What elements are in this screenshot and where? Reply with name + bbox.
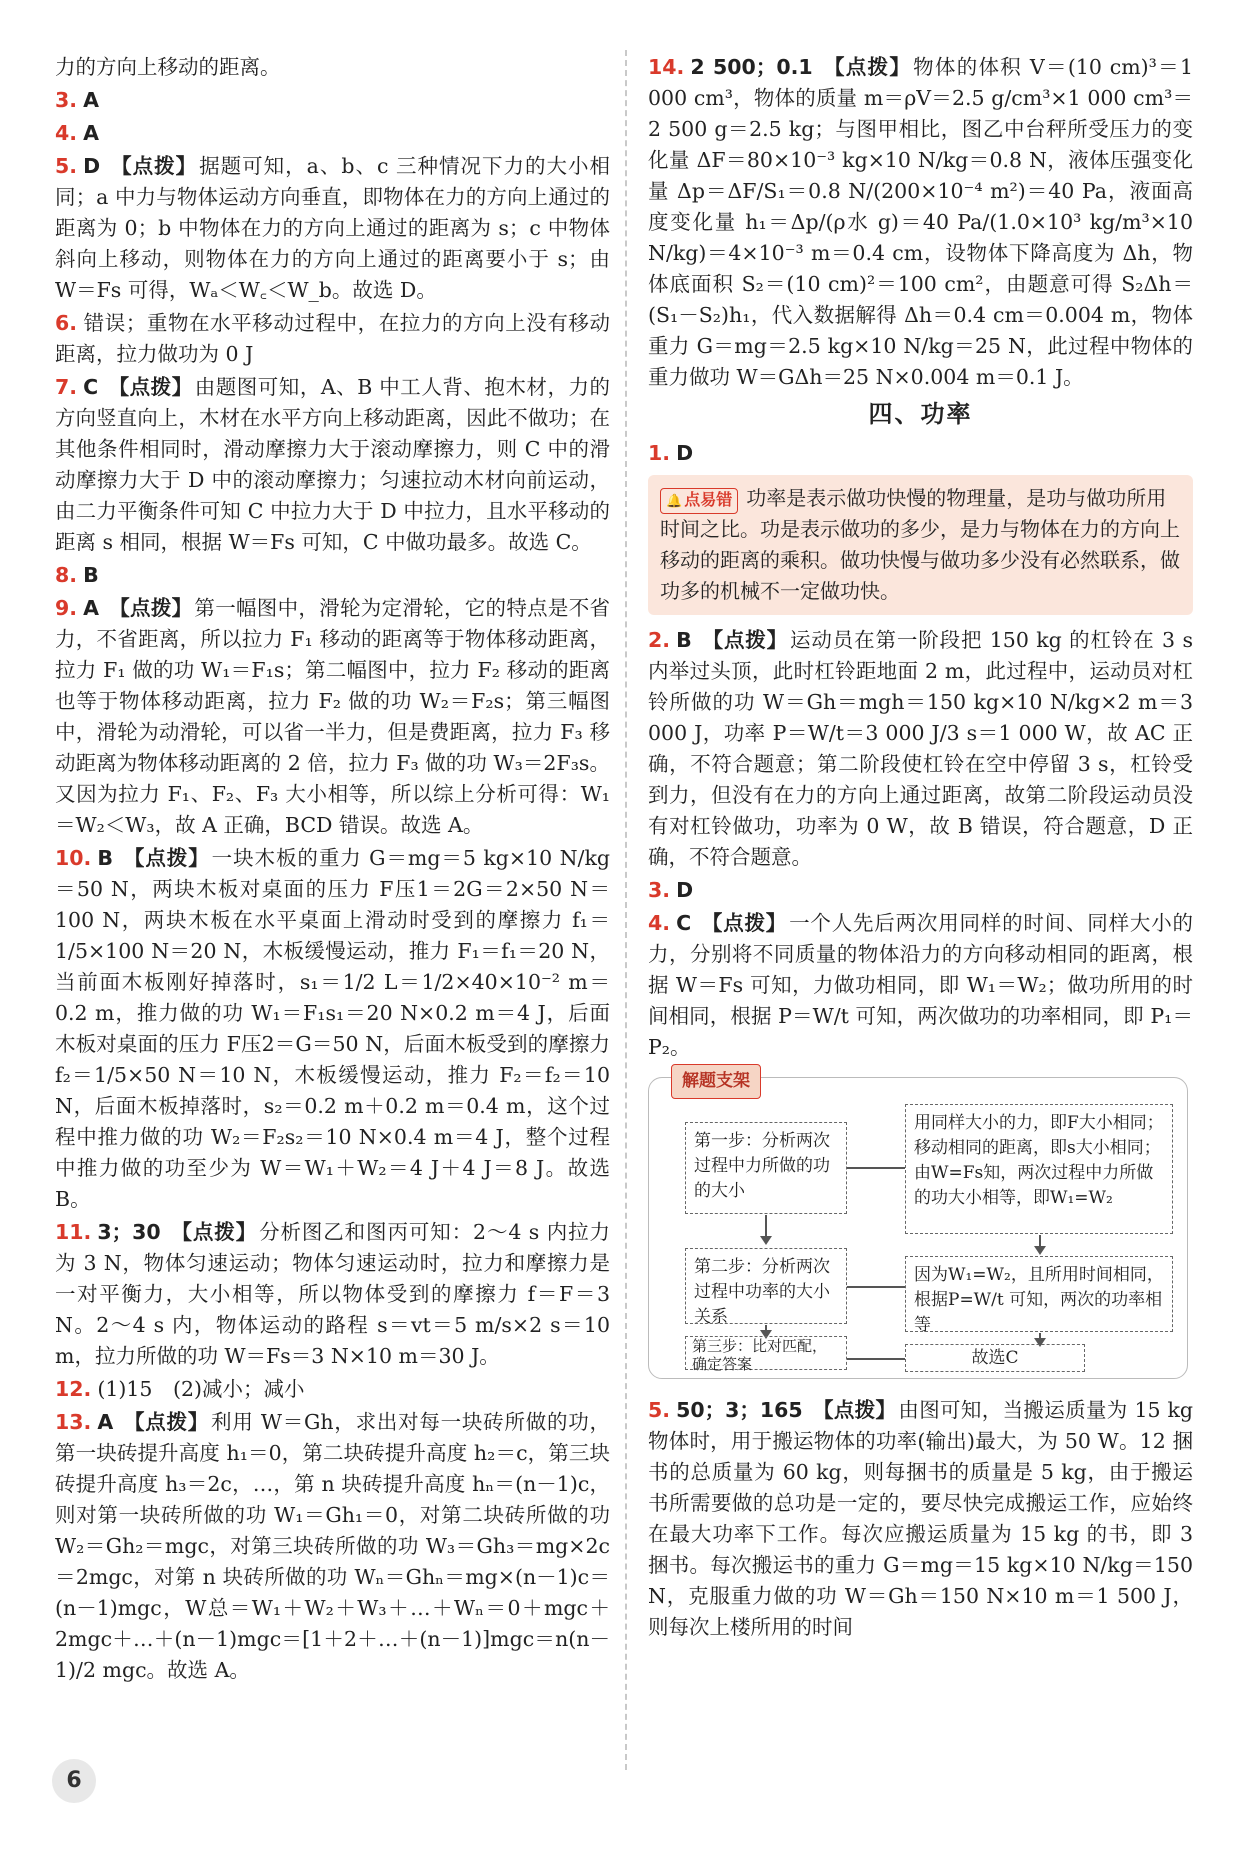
question-number: 5.: [55, 154, 78, 178]
question-number: 9.: [55, 596, 78, 620]
answer-choice: D: [83, 154, 101, 178]
question-number: 13.: [55, 1410, 92, 1434]
explanation-text: 分析图乙和图丙可知：2～4 s 内拉力为 3 N，物体匀速运动；物体匀速运动时，拉力和摩擦力是一对平衡力，大小相等，所以物体受到的摩擦力 f＝F＝3 N。2～4 s 内，物体运动的路程 s＝vt＝5 m/s×2 s＝10 m，拉力所做的功 W＝Fs＝3 N×10 m＝30 J。: [55, 1220, 611, 1368]
question-number: 14.: [648, 55, 685, 79]
flow-connector-2: [847, 1286, 905, 1288]
answer-choice: B: [676, 628, 692, 652]
question-number: 7.: [55, 375, 78, 399]
flow-connector-3: [847, 1358, 905, 1360]
question-number: 3.: [648, 878, 671, 902]
hint-tag: 【点拨】: [812, 1398, 897, 1422]
answer-item: [55, 1217, 610, 1372]
answer-item: [55, 52, 610, 83]
right-column: [648, 52, 1193, 1645]
answer-item: [55, 118, 610, 149]
flow-step-1: 第一步：分析两次过程中力所做的功的大小: [685, 1122, 847, 1214]
answer-choice: C: [676, 911, 692, 935]
hint-tag: 【点拨】: [701, 628, 789, 652]
answer-choice: A: [97, 1410, 114, 1434]
explanation-text: 错误；重物在水平移动过程中，在拉力的方向上没有移动距离，拉力做功为 0 J: [55, 311, 610, 366]
answer-choice: D: [676, 878, 694, 902]
answer-choice: 2 500；0.1: [690, 55, 813, 79]
answer-choice: A: [83, 88, 99, 112]
flow-note-2: 因为W₁=W₂，且所用时间相同，根据P=W/t 可知，两次的功率相等: [905, 1256, 1173, 1332]
explanation-text: 运动员在第一阶段把 150 kg 的杠铃在 3 s 内举过头顶，此时杠铃距地面 2 m，此过程中，运动员对杠铃所做的功 W＝Gh＝mgh＝150 kg×10 N/kg×2 m＝3 000 J，功率 P＝W/t＝3 000 J/3 s＝1 000 W，故 AC 正确，不符合题意；第二阶段使杠铃在空中停留 3 s，杠铃受到力，但没有在力的方向上通过距离，故第二阶段运动员没有对杠铃做功，功率为 0 W，故 B 错误，符合题意，D 正确，不符合题意。: [648, 628, 1193, 869]
left-column: [55, 52, 610, 1688]
flow-note-1: 用同样大小的力，即F大小相同；移动相同的距离，即s大小相同；由W=Fs知，两次过程中力所做的功大小相等，即W₁=W₂: [905, 1104, 1173, 1234]
question-number: 8.: [55, 563, 78, 587]
explanation-text: 一个人先后两次用同样的时间、同样大小的力，分别将不同质量的物体沿力的方向移动相同的距离，根据 W＝Fs 可知，力做功相同，即 W₁＝W₂；做功所用的时间相同，根据 P＝W/t 可知，两次做功的功率相同，即 P₁＝P₂。: [648, 911, 1194, 1059]
flow-note-3: 故选C: [905, 1344, 1085, 1372]
right-mid-answers: [648, 438, 1193, 469]
answer-item: [55, 593, 610, 841]
explanation-text: 第一幅图中，滑轮为定滑轮，它的特点是不省力，不省距离，所以拉力 F₁ 移动的距离等于物体移动距离，拉力 F₁ 做的功 W₁＝F₁s；第二幅图中，拉力 F₂ 移动的距离也等于物体移动距离，拉力 F₂ 做的功 W₂＝F₂s；第三幅图中，滑轮为动滑轮，可以省一半力，但是费距离，拉力 F₃ 移动距离为物体移动距离的 2 倍，拉力 F₃ 做的功 W₃＝2F₃s。又因为拉力 F₁、F₂、F₃ 大小相等，所以综上分析可得：W₁＝W₂＜W₃，故 A 正确，BCD 错误。故选 A。: [55, 596, 611, 837]
right-after-tip-answers: [648, 625, 1193, 1063]
explanation-text: (1)15 (2)减小；减小: [97, 1377, 305, 1401]
hint-tag: 【点拨】: [170, 1220, 258, 1244]
answer-item: [55, 308, 610, 370]
answer-choice: A: [83, 596, 99, 620]
column-divider: [625, 50, 627, 1770]
question-number: 3.: [55, 88, 78, 112]
answer-item: [55, 843, 610, 1215]
solution-flowchart: [648, 1071, 1188, 1379]
explanation-text: 据题可知，a、b、c 三种情况下力的大小相同；a 中力与物体运动方向垂直，即物体在力的方向上通过的距离为 0；b 中物体在力的方向上通过的距离为 s；c 中物体斜向上移动，则物体在力的方向上通过的距离要小于 s；由 W＝Fs 可得，Wₐ＜W꜀＜W_b。故选 D。: [55, 154, 611, 302]
question-number: 12.: [55, 1377, 92, 1401]
hint-tag: 【点拨】: [110, 154, 198, 178]
answer-item: [648, 625, 1193, 873]
answer-item: [648, 908, 1193, 1063]
flow-step-2: 第二步：分析两次过程中功率的大小关系: [685, 1248, 847, 1324]
question-number: 11.: [55, 1220, 92, 1244]
answer-choice: B: [97, 846, 113, 870]
right-bottom-answers: [648, 1395, 1193, 1643]
flow-arrow-4: [1039, 1333, 1041, 1339]
right-top-answers: [648, 52, 1193, 393]
answer-choice: C: [83, 375, 99, 399]
answer-item: [648, 875, 1193, 906]
answer-choice: B: [83, 563, 99, 587]
answer-item: [55, 560, 610, 591]
explanation-text: 由图可知，当搬运质量为 15 kg 物体时，用于搬运物体的功率(输出)最大，为 50 W。12 捆书的总质量为 60 kg，则每捆书的质量是 5 kg，由于搬运书所需要做的总功是一定的，要尽快完成搬运工作，应始终在最大功率下工作。每次应搬运质量为 15 kg 的书，即 3 捆书。每次搬运书的重力 G＝mg＝15 kg×10 N/kg＝150 N，克服重力做的功 W＝Gh＝150 N×10 m＝1 500 J，则每次上楼所用的时间: [648, 1398, 1193, 1639]
answer-choice: 3；30: [97, 1220, 161, 1244]
flow-arrow-2: [1039, 1235, 1041, 1247]
question-number: 1.: [648, 441, 671, 465]
answer-item: [55, 151, 610, 306]
answer-choice: A: [83, 121, 99, 145]
tip-label: 🔔 点易错: [660, 488, 738, 514]
flow-step-3: 第三步：比对匹配，确定答案: [685, 1336, 847, 1370]
answer-item: [55, 85, 610, 116]
flow-connector-1: [847, 1167, 905, 1169]
answer-item: [648, 438, 1193, 469]
hint-tag: 【点拨】: [122, 846, 210, 870]
hint-tag: 【点拨】: [822, 55, 912, 79]
answer-choice: 50；3；165: [676, 1398, 803, 1422]
explanation-text: 由题图可知，A、B 中工人背、抱木材，力的方向竖直向上，木材在水平方向上移动距离，因此不做功；在其他条件相同时，滑动摩擦力大于滚动摩擦力，则 C 中的滑动摩擦力大于 D 中的滚动摩擦力；匀速拉动木材向前运动，由二力平衡条件可知 C 中拉力大于 D 中拉力，且水平移动的距离 s 相同，根据 W＝Fs 可知，C 中做功最多。故选 C。: [55, 375, 610, 554]
answer-item: [55, 1407, 610, 1686]
hint-tag: 【点拨】: [108, 596, 193, 620]
tip-box: [648, 475, 1193, 615]
hint-tag: 【点拨】: [123, 1410, 210, 1434]
hint-tag: 【点拨】: [701, 911, 788, 935]
flowchart-label: 解题支架: [671, 1064, 761, 1099]
question-number: 2.: [648, 628, 671, 652]
answer-item: [648, 52, 1193, 393]
answer-item: [648, 1395, 1193, 1643]
hint-tag: 【点拨】: [108, 375, 193, 399]
answer-item: [55, 1374, 610, 1405]
section-title: 四、功率: [868, 400, 973, 428]
explanation-text: 一块木板的重力 G＝mg＝5 kg×10 N/kg＝50 N，两块木板对桌面的压力 F压1＝2G＝2×50 N＝100 N，两块木板在水平桌面上滑动时受到的摩擦力 f₁＝1/5×100 N＝20 N，木板缓慢运动，推力 F₁＝f₁＝20 N，当前面木板刚好掉落时，s₁＝1/2 L＝1/2×40×10⁻² m＝0.2 m，推力做的功 W₁＝F₁s₁＝20 N×0.2 m＝4 J，后面木板对桌面的压力 F压2＝G＝50 N，后面木板受到的摩擦力 f₂＝1/5×50 N＝10 N，木板缓慢运动，推力 F₂＝f₂＝10 N，后面木板掉落时，s₂＝0.2 m＋0.2 m＝0.4 m，这个过程中推力做的功 W₂＝F₂s₂＝10 N×0.4 m＝4 J，整个过程中推力做的功至少为 W＝W₁＋W₂＝4 J＋4 J＝8 J。故选 B。: [55, 846, 610, 1211]
explanation-text: 物体的体积 V＝(10 cm)³＝1 000 cm³，物体的质量 m＝ρV＝2.5 g/cm³×1 000 cm³＝2 500 g＝2.5 kg；与图甲相比，图乙中台秤所受压力的变化量 ΔF＝80×10⁻³ kg×10 N/kg＝0.8 N，液体压强变化量 Δp＝ΔF/S₁＝0.8 N/(200×10⁻⁴ m²)＝40 Pa，液面高度变化量 h₁＝Δp/(ρ水 g)＝40 Pa/(1.0×10³ kg/m³×10 N/kg)＝4×10⁻³ m＝0.4 cm，设物体下降高度为 Δh，物体底面积 S₂＝(10 cm)²＝100 cm²，由题意可得 S₂Δh＝(S₁－S₂)h₁，代入数据解得 Δh＝0.4 cm＝0.004 m，物体重力 G＝mg＝2.5 kg×10 N/kg＝25 N，此过程中物体的重力做功 W＝GΔh＝25 N×0.004 m＝0.1 J。: [648, 55, 1193, 389]
question-number: 4.: [648, 911, 671, 935]
bell-icon: 🔔: [666, 494, 683, 509]
flow-arrow-1: [765, 1215, 767, 1237]
answer-item: [55, 372, 610, 558]
question-number: 6.: [55, 311, 78, 335]
flow-arrow-3: [765, 1325, 767, 1331]
answer-choice: D: [676, 441, 694, 465]
explanation-text: 力的方向上移动的距离。: [55, 55, 281, 79]
page-number: 6: [52, 1759, 96, 1803]
explanation-text: 利用 W＝Gh，求出对每一块砖所做的功，第一块砖提升高度 h₁＝0，第二块砖提升高度 h₂＝c，第三块砖提升高度 h₃＝2c，…，第 n 块砖提升高度 hₙ＝(n－1)c，则对第一块砖所做的功 W₁＝Gh₁＝0，对第二块砖所做的功 W₂＝Gh₂＝mgc，对第三块砖所做的功 W₃＝Gh₃＝mg×2c＝2mgc，对第 n 块砖所做的功 Wₙ＝Ghₙ＝mg×(n－1)c＝(n－1)mgc，W总＝W₁＋W₂＋W₃＋…＋Wₙ＝0＋mgc＋2mgc＋…＋(n－1)mgc＝[1＋2＋…＋(n－1)]mgc＝n(n－1)/2 mgc。故选 A。: [55, 1410, 611, 1682]
tip-text: 功率是表示做功快慢的物理量，是功与做功所用时间之比。功是表示做功的多少，是力与物体在力的方向上移动的距离的乘积。做功快慢与做功多少没有必然联系，做功多的机械不一定做功快。: [660, 486, 1180, 603]
question-number: 10.: [55, 846, 92, 870]
question-number: 4.: [55, 121, 78, 145]
question-number: 5.: [648, 1398, 671, 1422]
